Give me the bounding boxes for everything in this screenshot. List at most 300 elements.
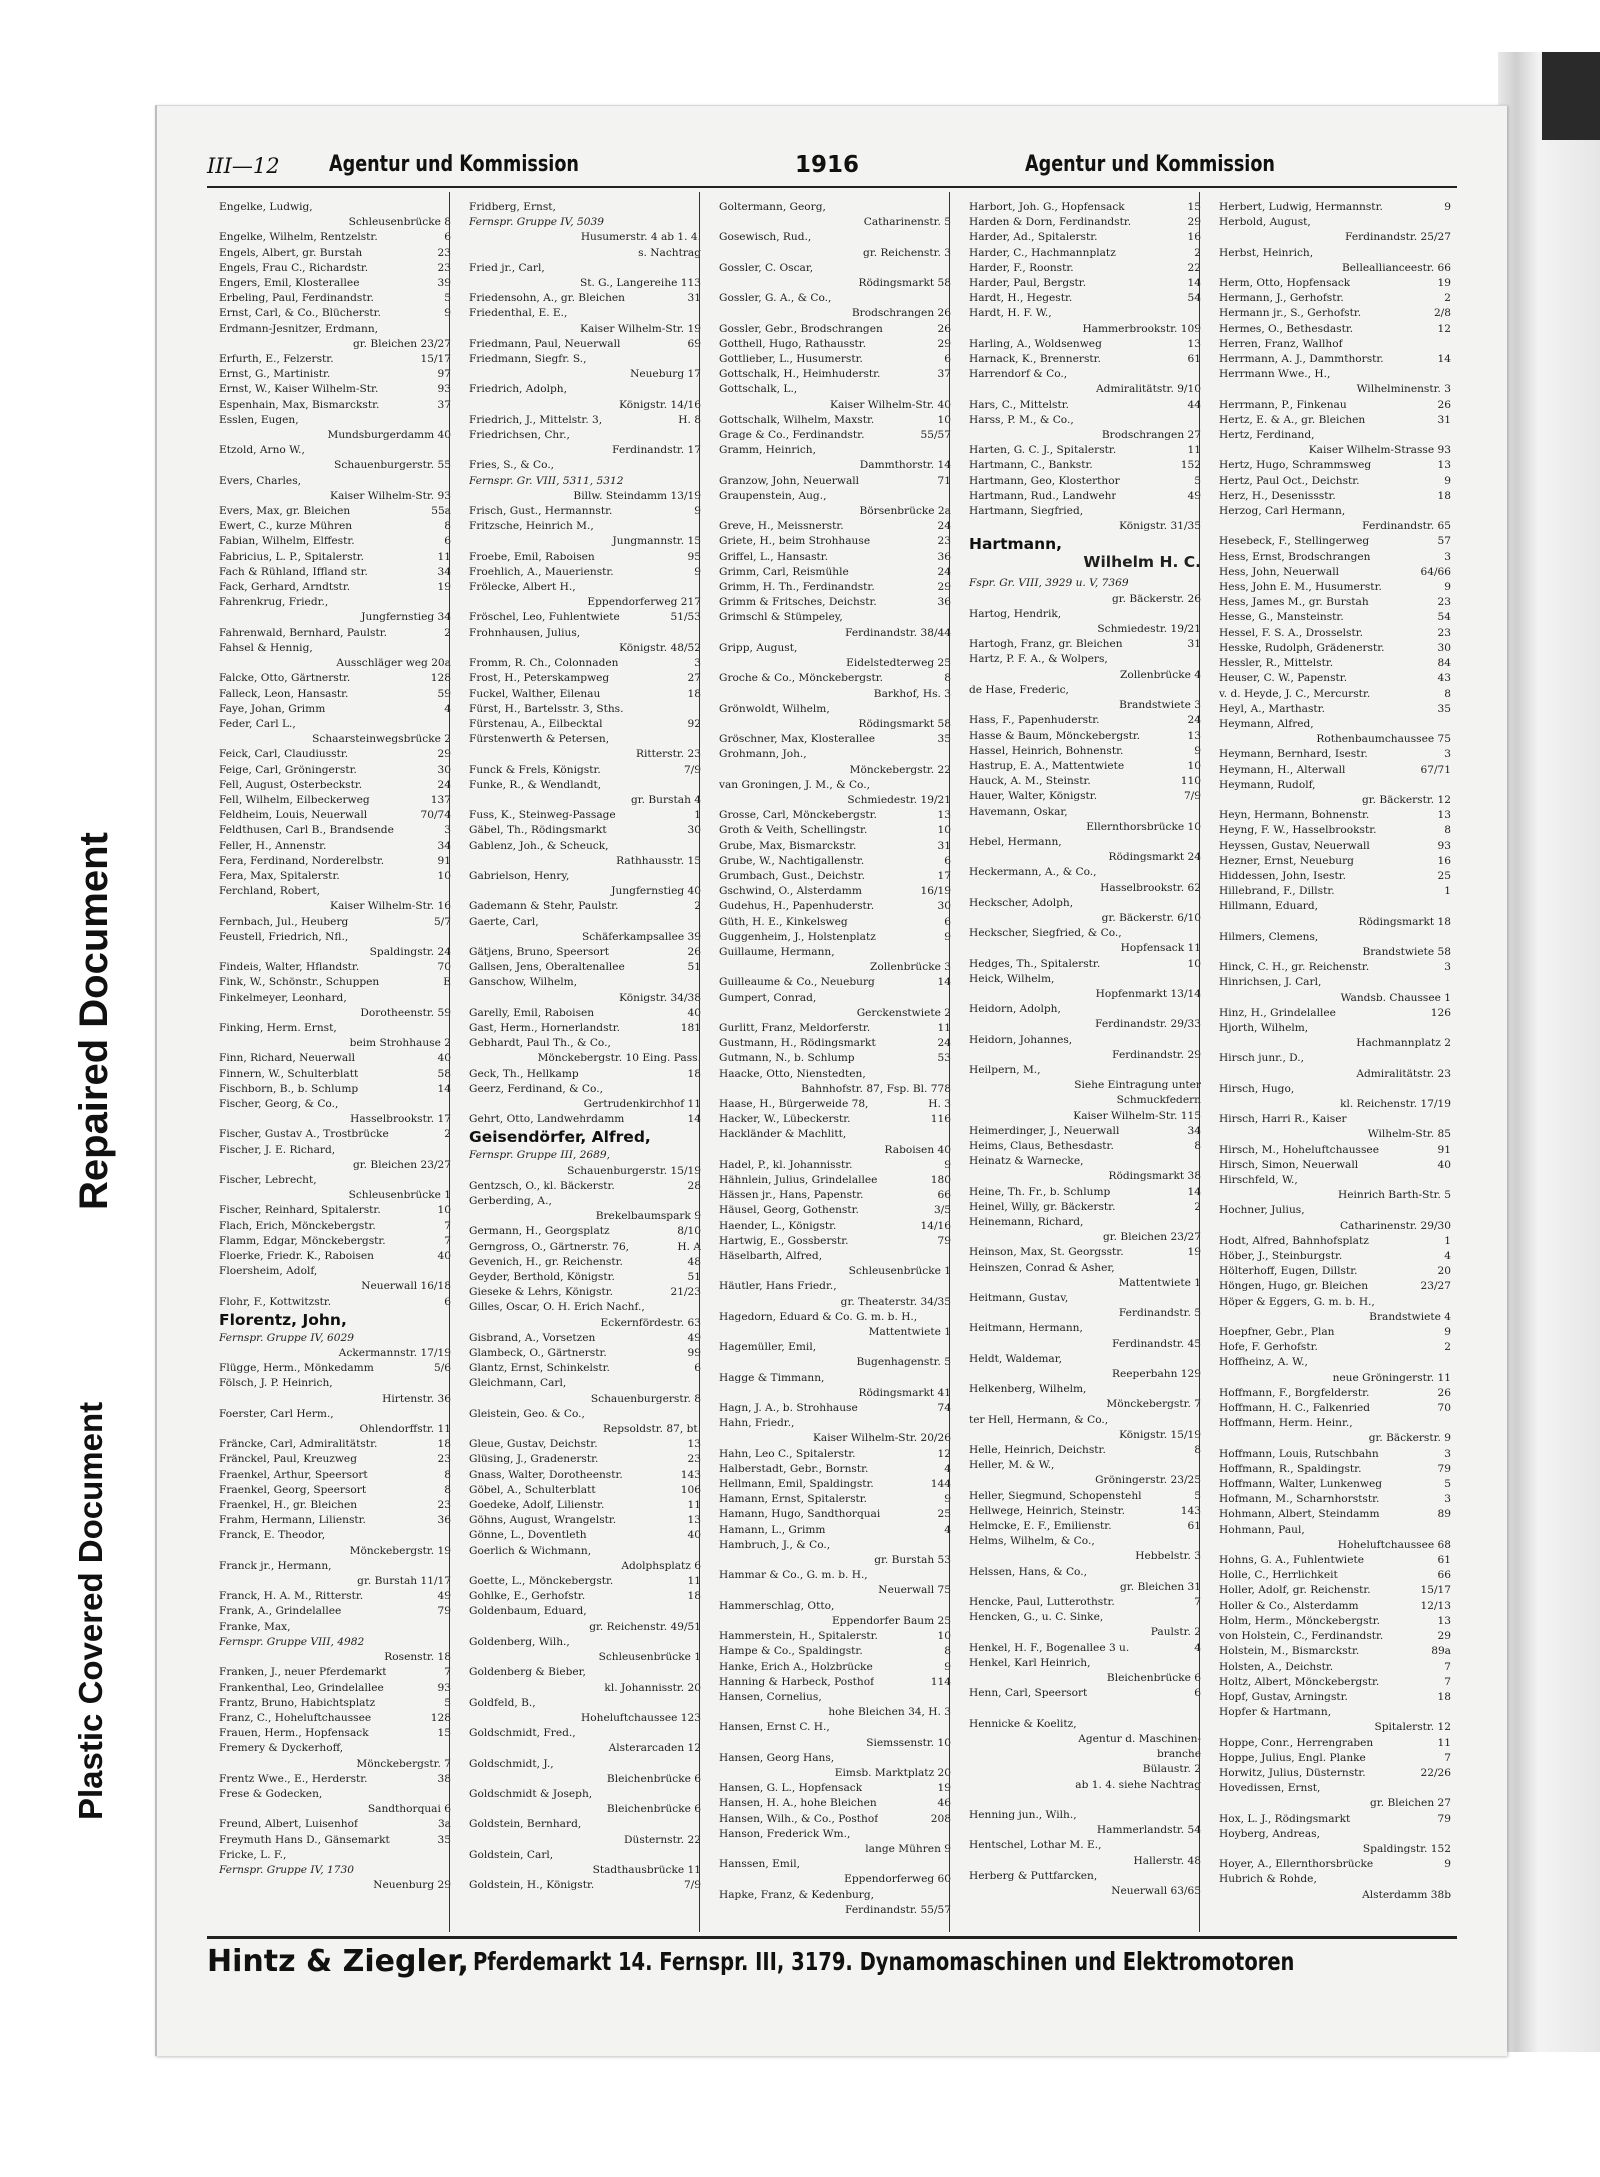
entry-address: gr. Burstah 53	[874, 1554, 951, 1567]
entry-address: 5	[444, 1696, 451, 1709]
entry-address: Belleallianceestr. 66	[1342, 261, 1451, 274]
entry-address: Dorotheenstr. 59	[360, 1006, 451, 1019]
entry-name: Hohmann, Paul,	[1219, 1523, 1305, 1536]
entry-address: Ferdinandstr. 65	[1362, 520, 1451, 533]
directory-entry	[719, 1173, 951, 1188]
entry-address: 2	[1444, 292, 1451, 305]
entry-address: 6	[944, 854, 951, 867]
entry-address: kl. Reichenstr. 17/19	[1340, 1097, 1451, 1110]
entry-name: Hölterhoff, Eugen, Dillstr.	[1219, 1265, 1358, 1278]
entry-name: Heller, Siegmund, Schopenstehl	[969, 1489, 1142, 1502]
entry-address: 23	[687, 1453, 701, 1466]
directory-entry	[469, 458, 701, 473]
entry-address: 19	[1187, 1246, 1201, 1259]
entry-address	[695, 1407, 701, 1422]
entry-address	[695, 839, 701, 854]
entry-name: Goldenberg, Wilh.,	[469, 1635, 570, 1648]
directory-entry	[469, 1711, 701, 1726]
entry-name: Hahn, Leo C., Spitalerstr.	[719, 1447, 856, 1460]
entry-address: Mattentwiete 1	[1118, 1276, 1201, 1289]
entry-address: Mönckebergstr. 7	[1106, 1398, 1201, 1411]
directory-entry	[219, 1295, 451, 1310]
directory-entry	[1219, 899, 1451, 914]
entry-name: Frauen, Herm., Hopfensack	[219, 1727, 369, 1740]
entry-address: Rödingsmarkt 58	[858, 717, 951, 730]
entry-name: Herzog, Carl Hermann,	[1219, 505, 1346, 518]
year-heading: 1916	[795, 152, 860, 178]
entry-address	[695, 915, 701, 930]
entry-address	[945, 610, 951, 625]
entry-address: Mundsburgerdamm 40	[327, 429, 451, 442]
entry-name: Gademann & Stehr, Paulstr.	[469, 900, 619, 913]
entry-address	[1195, 367, 1201, 382]
entry-address: 23	[437, 246, 451, 259]
entry-name: Findeis, Walter, Hflandstr.	[219, 961, 360, 974]
entry-address: Kaiser Wilhelm-Str. 115	[1073, 1109, 1201, 1122]
entry-name: Fink, W., Schönstr., Schuppen	[219, 976, 380, 989]
entry-address	[945, 1568, 951, 1583]
directory-entry	[969, 1443, 1201, 1458]
entry-name: Fabian, Wilhelm, Elffestr.	[219, 535, 355, 548]
footer-rule	[207, 1936, 1457, 1939]
directory-entry	[969, 835, 1201, 850]
entry-address: gr. Burstah 4	[630, 793, 701, 806]
entry-name: Hackländer & Machlitt,	[719, 1128, 847, 1141]
entry-address: Jungmannstr. 15	[612, 535, 701, 548]
directory-entry	[969, 1185, 1201, 1200]
entry-address: Ferdinandstr. 29	[1112, 1048, 1201, 1061]
entry-address: 3	[1444, 1447, 1451, 1460]
directory-entry	[469, 884, 701, 899]
directory-entry	[1219, 276, 1451, 291]
entry-name: Frölecke, Albert H.,	[469, 581, 576, 594]
entry-name: Flamm, Edgar, Mönckebergstr.	[219, 1234, 386, 1247]
entry-name: Glambeck, O., Gärtnerstr.	[469, 1347, 607, 1360]
entry-name: Gaerte, Carl,	[469, 915, 539, 928]
entry-address: 9	[1444, 581, 1451, 594]
directory-entry	[469, 1833, 701, 1848]
entry-address: 34	[437, 839, 451, 852]
directory-entry	[469, 1635, 701, 1650]
entry-address: Ferdinandstr. 38/44	[845, 626, 951, 639]
entry-address: 79	[1437, 1812, 1451, 1825]
directory-entry	[219, 1097, 451, 1112]
entry-address: Schleusenbrücke 1	[348, 1189, 451, 1202]
entry-address: 71	[937, 474, 951, 487]
directory-entry	[1219, 398, 1451, 413]
entry-name: Hencke, Paul, Lutterothstr.	[969, 1596, 1115, 1609]
entry-address	[695, 1726, 701, 1741]
entry-name: Geisendörfer, Alfred,	[469, 1128, 651, 1147]
directory-entry	[1219, 945, 1451, 960]
entry-address: 29	[937, 337, 951, 350]
directory-entry	[469, 306, 701, 321]
directory-entry	[219, 322, 451, 337]
entry-name: Hambruch, J., & Co.,	[719, 1538, 831, 1551]
entry-address: Hasselbrookstr. 62	[1100, 881, 1201, 894]
entry-address: 27	[687, 672, 701, 685]
directory-entry	[969, 398, 1201, 413]
directory-entry	[219, 398, 451, 413]
directory-entry	[719, 1401, 951, 1416]
directory-entry	[719, 1431, 951, 1446]
directory-entry	[469, 1331, 701, 1346]
entry-address: 9	[944, 1493, 951, 1506]
directory-entry	[969, 576, 1201, 591]
entry-address	[695, 1082, 701, 1097]
entry-address: 1	[1444, 885, 1451, 898]
entry-name: Herm, Otto, Hopfensack	[1219, 277, 1351, 290]
entry-address: 11	[1187, 444, 1201, 457]
directory-entry	[1219, 1143, 1451, 1158]
directory-entry	[969, 972, 1201, 987]
entry-name: Hanssen, Emil,	[719, 1858, 800, 1871]
directory-entry	[969, 1489, 1201, 1504]
directory-entry	[719, 1553, 951, 1568]
entry-address: Ritterstr. 23	[635, 748, 701, 761]
entry-address	[1445, 1295, 1451, 1310]
entry-address: Börsenbrücke 2a	[859, 505, 951, 518]
directory-entry	[469, 1346, 701, 1361]
entry-address: Neuenburg 29	[373, 1879, 451, 1892]
entry-name: Falcke, Otto, Gärtnerstr.	[219, 672, 351, 685]
entry-address: 5/6	[433, 1362, 451, 1375]
entry-name: Gleue, Gustav, Deichstr.	[469, 1438, 598, 1451]
entry-address: Ferdinandstr. 45	[1112, 1337, 1201, 1350]
entry-name: Hadel, P., kl. Johannisstr.	[719, 1158, 853, 1171]
entry-address	[445, 1021, 451, 1036]
directory-entry	[969, 1747, 1201, 1762]
entry-address	[945, 1751, 951, 1766]
entry-address	[1195, 805, 1201, 820]
entry-address	[1195, 1458, 1201, 1473]
entry-name: Fernspr. Gruppe III, 2689,	[469, 1149, 610, 1162]
entry-name: Hilmers, Clemens,	[1219, 930, 1319, 943]
directory-entry	[719, 1538, 951, 1553]
entry-name: Feige, Carl, Gröningerstr.	[219, 763, 357, 776]
entry-name: Harten, G. C. J., Spitalerstr.	[969, 444, 1117, 457]
entry-name: Fera, Ferdinand, Norderelbstr.	[219, 854, 385, 867]
directory-entry	[719, 595, 951, 610]
entry-address: 4	[944, 1523, 951, 1536]
entry-address: Rosenstr. 18	[384, 1651, 451, 1664]
entry-name: Frisch, Gust., Hermannstr.	[469, 505, 613, 518]
directory-entry	[219, 884, 451, 899]
directory-entry	[719, 413, 951, 428]
entry-address: neue Gröningerstr. 11	[1332, 1371, 1451, 1384]
entry-name: Fried jr., Carl,	[469, 261, 545, 274]
scan-corner-shadow	[1542, 52, 1600, 140]
directory-entry	[719, 367, 951, 382]
directory-entry	[719, 276, 951, 291]
entry-address: 18	[1437, 489, 1451, 502]
entry-address: 2	[1194, 246, 1201, 259]
entry-name: Gohlke, E., Gerhofstr.	[469, 1590, 586, 1603]
entry-name: Fach & Rühland, Iffland str.	[219, 565, 368, 578]
entry-name: Hoepfner, Gebr., Plan	[1219, 1326, 1335, 1339]
directory-entry	[969, 1762, 1201, 1777]
entry-name: Fürst, H., Bartelsstr. 3, Sths.	[469, 702, 624, 715]
entry-name: Helssen, Hans, & Co.,	[969, 1565, 1087, 1578]
entry-address	[1195, 1382, 1201, 1397]
entry-name: Froehlich, A., Mauerienstr.	[469, 565, 614, 578]
entry-address: 31	[687, 292, 701, 305]
entry-address: Schäferkampsallee 39	[581, 930, 701, 943]
entry-address	[445, 1741, 451, 1756]
entry-address: 5	[1194, 474, 1201, 487]
directory-entry	[969, 261, 1201, 276]
directory-entry	[1219, 1325, 1451, 1340]
entry-name: Fries, S., & Co.,	[469, 459, 555, 472]
entry-address	[945, 1416, 951, 1431]
directory-entry	[719, 1751, 951, 1766]
directory-entry	[1219, 1675, 1451, 1690]
entry-name: Frost, H., Peterskampweg	[469, 672, 610, 685]
entry-address: Rödingsmarkt 18	[1358, 915, 1451, 928]
entry-address: 84	[1437, 657, 1451, 670]
entry-name: Hessler, R., Mittelstr.	[1219, 657, 1334, 670]
entry-address	[695, 474, 701, 489]
directory-entry	[719, 1675, 951, 1690]
entry-address: 58	[437, 1067, 451, 1080]
entry-address	[1195, 607, 1201, 622]
entry-name: Hoppe, Conr., Herrengraben	[1219, 1736, 1374, 1749]
directory-entry	[719, 975, 951, 990]
entry-address: Schmiedestr. 19/21	[847, 793, 951, 806]
directory-entry	[719, 489, 951, 504]
directory-entry	[219, 1604, 451, 1619]
entry-address	[445, 1407, 451, 1422]
entry-name: Heine, Th. Fr., b. Schlump	[969, 1185, 1111, 1198]
entry-address	[1445, 1872, 1451, 1887]
directory-entry	[1219, 580, 1451, 595]
entry-address: 28	[687, 1179, 701, 1192]
entry-name: Gottschalk, Wilhelm, Maxstr.	[719, 413, 875, 426]
directory-entry	[219, 839, 451, 854]
entry-name: Harnack, K., Brennerstr.	[969, 353, 1101, 366]
entry-address	[1445, 899, 1451, 914]
entry-name: Frentz Wwe., E., Herderstr.	[219, 1772, 368, 1785]
entry-name: Fahrenkrug, Friedr.,	[219, 596, 329, 609]
entry-address: 23	[1437, 626, 1451, 639]
entry-address	[445, 1620, 451, 1635]
entry-name: Fränckel, Paul, Kreuzweg	[219, 1453, 357, 1466]
entry-name: Hertz, Paul Oct., Deichstr.	[1219, 474, 1360, 487]
directory-entry	[1219, 1705, 1451, 1720]
directory-entry	[1219, 1507, 1451, 1522]
entry-address: 97	[437, 368, 451, 381]
entry-address: Eppendorfer Baum 25	[831, 1614, 951, 1627]
entry-address: 6	[944, 915, 951, 928]
directory-entry	[969, 337, 1201, 352]
entry-name: Heinson, Max, St. Georgsstr.	[969, 1246, 1124, 1259]
entry-name: Heyng, F. W., Hasselbrookstr.	[1219, 824, 1377, 837]
directory-entry	[969, 1093, 1201, 1108]
entry-address: 8	[944, 1645, 951, 1658]
entry-address	[695, 1300, 701, 1315]
entry-address: 9	[1444, 1326, 1451, 1339]
entry-address: 10	[937, 1630, 951, 1643]
entry-name: Helkenberg, Wilhelm,	[969, 1383, 1087, 1396]
entry-address: 66	[1437, 1569, 1451, 1582]
entry-address: Brandstwiete 4	[1369, 1310, 1451, 1323]
entry-address	[1195, 1291, 1201, 1306]
directory-entry	[219, 1863, 451, 1878]
entry-address	[695, 1635, 701, 1650]
entry-address: 14	[437, 1082, 451, 1095]
entry-name: Fischer, J. E. Richard,	[219, 1143, 336, 1156]
directory-entry	[469, 1848, 701, 1863]
entry-name: Goerlich & Wichmann,	[469, 1544, 592, 1557]
entry-name: Heilpern, M.,	[969, 1063, 1041, 1076]
entry-address: Ferdinandstr. 29/33	[1095, 1018, 1201, 1031]
directory-entry	[469, 823, 701, 838]
directory-entry	[469, 595, 701, 610]
entry-address: 7/9	[1183, 790, 1201, 803]
directory-entry	[719, 1234, 951, 1249]
entry-address: Reeperbahn 129	[1112, 1368, 1201, 1381]
directory-entry	[219, 352, 451, 367]
entry-address	[945, 1067, 951, 1082]
entry-address	[695, 975, 701, 990]
entry-name: Hartmann, C., Bankstr.	[969, 459, 1093, 472]
directory-entry	[969, 1519, 1201, 1534]
directory-entry	[719, 504, 951, 519]
directory-entry	[1219, 1264, 1451, 1279]
entry-name: Guggenheim, J., Holstenplatz	[719, 930, 876, 943]
directory-entry	[719, 854, 951, 869]
entry-name: Flohr, F., Kottwitzstr.	[219, 1295, 332, 1308]
entry-address: 23	[437, 1499, 451, 1512]
directory-entry	[469, 1376, 701, 1391]
directory-entry	[469, 687, 701, 702]
entry-address: 143	[1180, 1504, 1201, 1517]
directory-entry	[219, 1067, 451, 1082]
entry-name: Gottlieber, L., Husumerstr.	[719, 353, 863, 366]
directory-entry	[719, 945, 951, 960]
entry-address: 4	[1444, 1250, 1451, 1263]
entry-name: Häusel, Georg, Gothenstr.	[719, 1204, 859, 1217]
directory-entry	[469, 702, 701, 717]
entry-address	[1195, 1063, 1201, 1078]
directory-entry	[969, 1215, 1201, 1230]
entry-address	[445, 1787, 451, 1802]
entry-address: 7	[444, 1234, 451, 1247]
entry-address: 143	[680, 1468, 701, 1481]
directory-entry	[219, 1173, 451, 1188]
entry-name: Gottschalk, L.,	[719, 383, 798, 396]
directory-entry	[219, 1346, 451, 1361]
directory-entry	[219, 1036, 451, 1051]
directory-entry	[719, 915, 951, 930]
entry-address: 36	[437, 1514, 451, 1527]
directory-entry	[219, 337, 451, 352]
entry-name: Hampe & Co., Spaldingstr.	[719, 1645, 863, 1658]
entry-name: Fraenkel, Arthur, Speersort	[219, 1468, 368, 1481]
directory-entry	[469, 854, 701, 869]
directory-entry	[969, 1413, 1201, 1428]
directory-entry	[469, 534, 701, 549]
entry-name: Feller, H., Annenstr.	[219, 839, 327, 852]
directory-entry	[469, 1559, 701, 1574]
entry-name: Fahsel & Hennig,	[219, 641, 313, 654]
entry-name: Fuss, K., Steinweg-Passage	[469, 809, 616, 822]
entry-address: Brandstwiete 3	[1119, 699, 1201, 712]
directory-entry	[219, 1310, 451, 1331]
entry-address: 128	[430, 672, 451, 685]
entry-name: Grage & Co., Ferdinandstr.	[719, 429, 865, 442]
directory-entry	[219, 261, 451, 276]
directory-entry	[1219, 1051, 1451, 1066]
entry-address: 37	[937, 368, 951, 381]
directory-entry	[219, 1848, 451, 1863]
entry-address	[695, 1665, 701, 1680]
directory-entry	[969, 1884, 1201, 1899]
directory-entry	[1219, 1812, 1451, 1827]
directory-entry	[219, 1802, 451, 1817]
directory-entry	[219, 230, 451, 245]
entry-address: Brodschrangen 27	[1101, 429, 1201, 442]
directory-entry	[469, 1127, 701, 1148]
directory-entry	[1219, 489, 1451, 504]
directory-entry	[219, 291, 451, 306]
entry-address: 11	[687, 1499, 701, 1512]
entry-name: Heymann, Rudolf,	[1219, 778, 1316, 791]
directory-entry	[1219, 1401, 1451, 1416]
entry-name: Gröschner, Max, Klosterallee	[719, 733, 876, 746]
directory-entry	[219, 778, 451, 793]
entry-name: Gossler, C. Oscar,	[719, 261, 814, 274]
directory-entry	[719, 565, 951, 580]
entry-address: Eidelstedterweg 25	[846, 657, 951, 670]
directory-entry	[1219, 1477, 1451, 1492]
entry-address: 95	[687, 550, 701, 563]
directory-entry	[719, 1614, 951, 1629]
directory-entry	[1219, 1553, 1451, 1568]
entry-name: Groche & Co., Mönckebergstr.	[719, 672, 884, 685]
directory-entry	[1219, 975, 1451, 990]
entry-name: Fernspr. Gruppe IV, 6029	[219, 1331, 355, 1344]
entry-name: ter Hell, Hermann, & Co.,	[969, 1413, 1109, 1426]
entry-address: Kaiser Wilhelm-Strasse 93	[1308, 444, 1451, 457]
entry-address: Barkhof, Hs. 3	[873, 687, 951, 700]
entry-name: Fölsch, J. P. Heinrich,	[219, 1377, 333, 1390]
entry-address: 70/74	[420, 809, 451, 822]
directory-entry	[469, 1741, 701, 1756]
directory-entry	[219, 428, 451, 443]
entry-address: hohe Bleichen 34, H. 3	[828, 1706, 951, 1719]
directory-entry	[219, 1127, 451, 1142]
directory-entry	[969, 865, 1201, 880]
entry-address: 23	[1437, 596, 1451, 609]
entry-address	[695, 626, 701, 641]
directory-entry	[969, 1367, 1201, 1382]
directory-entry	[1219, 1112, 1451, 1127]
entry-address	[945, 1340, 951, 1355]
entry-address: Jungfernstieg 34	[361, 611, 451, 624]
entry-name: Haacke, Otto, Nienstedten,	[719, 1067, 866, 1080]
entry-name: Hartwig, E., Gossberstr.	[719, 1234, 849, 1247]
entry-address: gr. Bäckerstr. 26	[1111, 592, 1201, 605]
entry-address: Mönckebergstr. 10 Eing. Pass.	[537, 1052, 701, 1065]
directory-entry	[1219, 230, 1451, 245]
directory-entry	[469, 580, 701, 595]
entry-name: Goldenberg & Bieber,	[469, 1666, 586, 1679]
entry-name: Herren, Franz, Wallhof	[1219, 337, 1343, 350]
entry-name: Hoffmann, Walter, Lunkenweg	[1219, 1478, 1383, 1491]
entry-address	[695, 458, 701, 473]
directory-entry	[719, 1492, 951, 1507]
